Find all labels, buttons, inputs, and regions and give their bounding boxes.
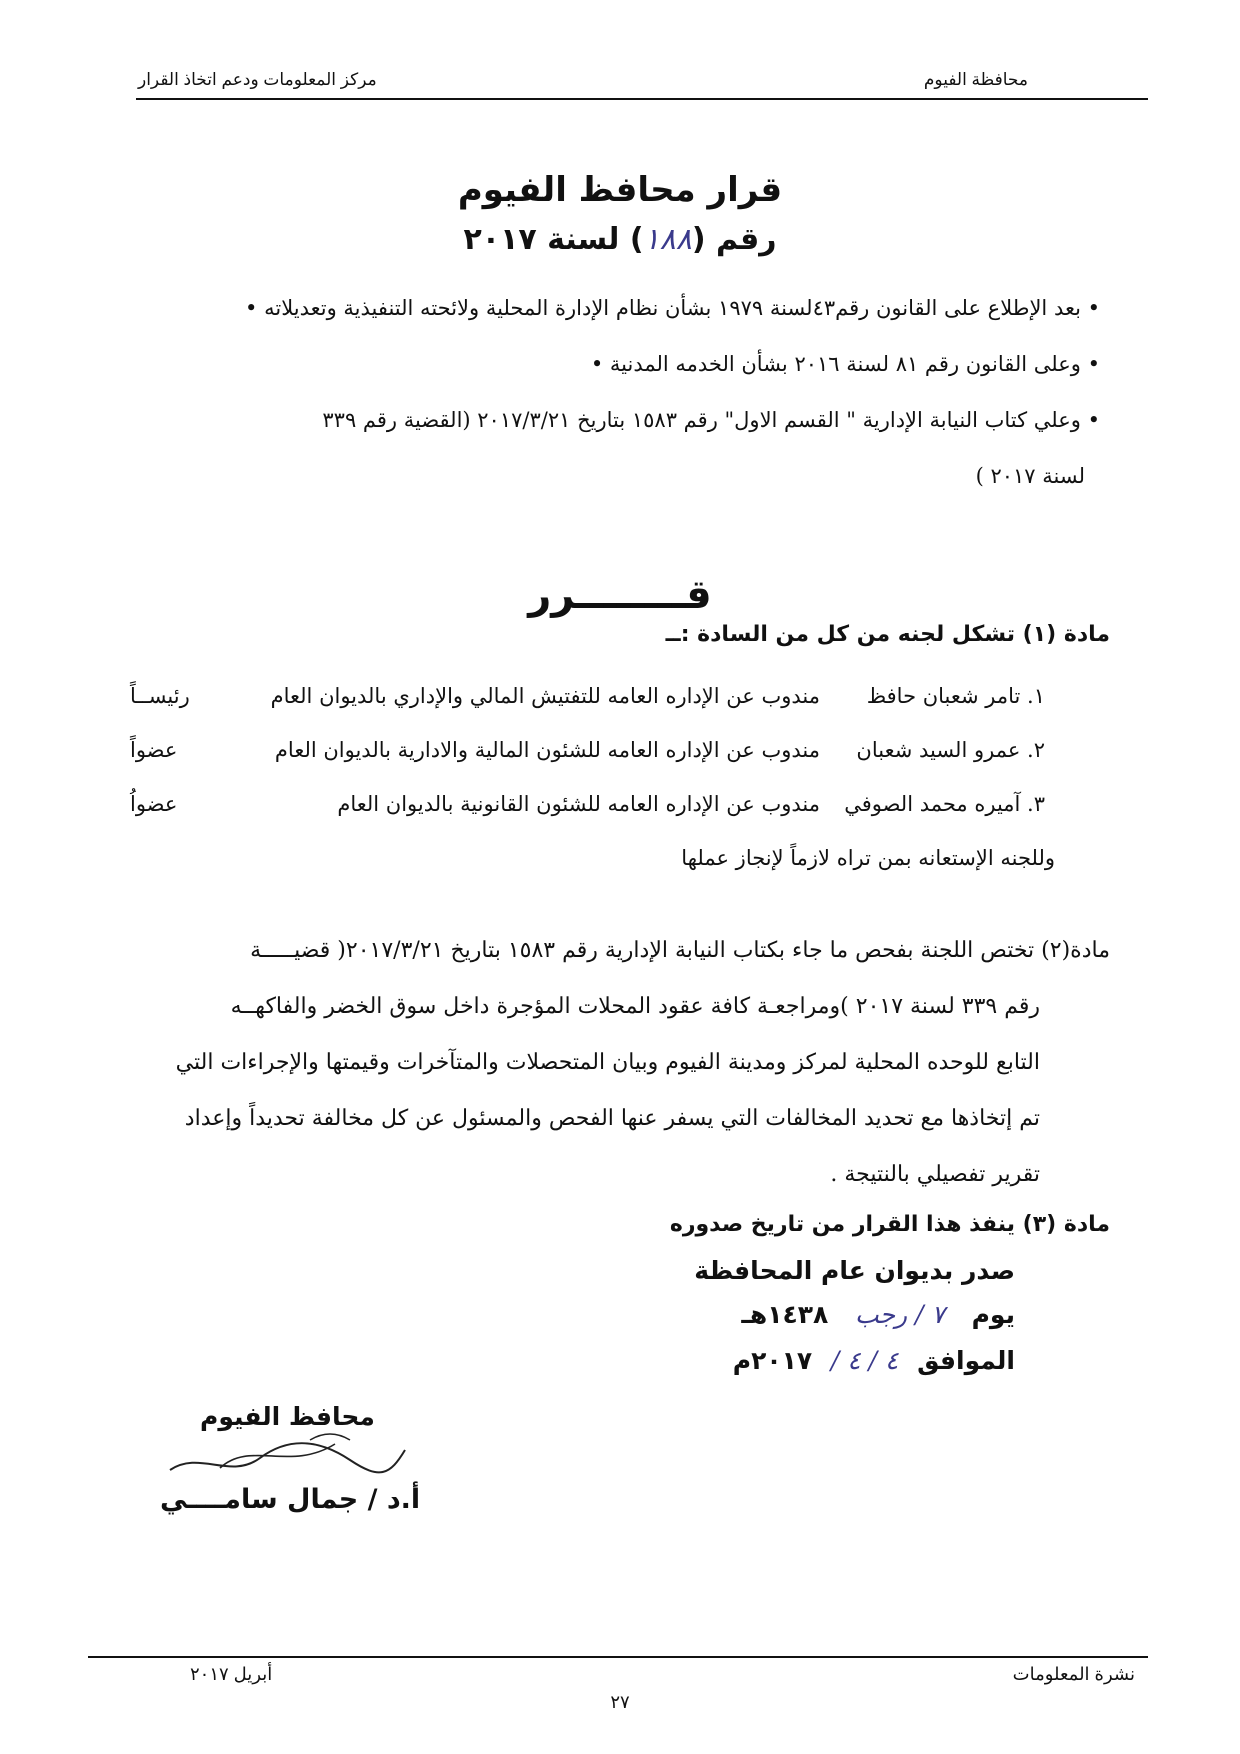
member-position: عضواً xyxy=(130,738,178,762)
day-handwritten: ٧ / رجب xyxy=(855,1300,945,1329)
decree-title: قرار محافظ الفيوم xyxy=(457,170,783,210)
article-2-line: تم إتخاذها مع تحديد المخالفات التي يسفر عنها الفحص والمسئول عن كل مخالفة تحديداً وإعداد xyxy=(184,1106,1040,1131)
page-number: ٢٧ xyxy=(610,1692,630,1712)
member-role: مندوب عن الإداره العامه للتفتيش المالي والإداري بالديوان العام xyxy=(270,684,820,708)
preamble-line: • بعد الإطلاع على القانون رقم٤٣لسنة ١٩٧٩ بشأن نظام الإدارة المحلية ولائحته التنفيذية وتعديلاته • xyxy=(245,296,1100,320)
header-left: مركز المعلومات ودعم اتخاذ القرار xyxy=(138,70,377,89)
article-2-line: التابع للوحده المحلية لمركز ومدينة الفيوم وبيان المتحصلات والمتآخرات وقيمتها والإجراءات التي xyxy=(175,1050,1040,1075)
article-1-closing: وللجنه الإستعانه بمن تراه لازماً لإنجاز عملها xyxy=(681,846,1055,870)
decree-number-suffix: ) لسنة ٢٠١٧ xyxy=(463,222,644,257)
preamble-line: • وعلي كتاب النيابة الإدارية " القسم الاول" رقم ١٥٨٣ بتاريخ ٢٠١٧/٣/٢١ (القضية رقم ٣٣٩ xyxy=(322,408,1100,432)
decree-number-prefix: رقم ( xyxy=(691,222,777,257)
date-handwritten: ٤ / ٤ / xyxy=(830,1346,899,1375)
footer-rule xyxy=(88,1656,1148,1658)
signature-title: محافظ الفيوم xyxy=(200,1402,375,1431)
article-2-line: رقم ٣٣٩ لسنة ٢٠١٧ )ومراجعـة كافة عقود المحلات المؤجرة داخل سوق الخضر والفاكهــه xyxy=(230,994,1040,1019)
member-position: عضواُ xyxy=(130,792,178,816)
header-rule xyxy=(136,98,1148,100)
decree-number-handwritten: ١٨٨ xyxy=(643,222,692,257)
issued-line: صدر بديوان عام المحافظة xyxy=(694,1256,1015,1285)
article-3: مادة (٣) ينفذ هذا القرار من تاريخ صدوره xyxy=(669,1212,1110,1237)
preamble-line: لسنة ٢٠١٧ ) xyxy=(975,464,1085,488)
hijri-year: ١٤٣٨هـ xyxy=(741,1300,829,1329)
issued-date-row xyxy=(733,1346,1015,1375)
greg-year: ٢٠١٧م xyxy=(732,1346,813,1375)
member-name: ٢. عمرو السيد شعبان xyxy=(856,738,1045,762)
footer-left: أبريل ٢٠١٧ xyxy=(190,1664,273,1684)
member-name: ١. تامر شعبان حافظ xyxy=(866,684,1045,708)
corresponding-label: الموافق xyxy=(917,1346,1015,1375)
member-name: ٣. آميره محمد الصوفي xyxy=(844,792,1045,816)
decision-heading: قــــــــرر xyxy=(528,572,712,618)
article-1-intro: مادة (١) تشكل لجنه من كل من السادة :ــ xyxy=(665,622,1110,647)
member-role: مندوب عن الإداره العامه للشئون القانونية بالديوان العام xyxy=(337,792,820,816)
issued-day-row xyxy=(741,1300,1015,1329)
day-label: يوم xyxy=(971,1300,1015,1329)
footer-right: نشرة المعلومات xyxy=(1012,1664,1135,1684)
article-2-line: تقرير تفصيلي بالنتيجة . xyxy=(830,1162,1040,1187)
member-role: مندوب عن الإداره العامه للشئون المالية والادارية بالديوان العام xyxy=(274,738,820,762)
article-2-line: مادة(٢) تختص اللجنة بفحص ما جاء بكتاب النيابة الإدارية رقم ١٥٨٣ بتاريخ ٢٠١٧/٣/٢١( قضيـــــة xyxy=(250,938,1110,963)
signature-scribble-icon xyxy=(160,1420,410,1490)
decree-number xyxy=(0,222,1240,257)
member-position: رئيســاً xyxy=(130,684,190,708)
header-right: محافظة الفيوم xyxy=(923,70,1028,89)
signature-name: أ.د / جمال سامــــي xyxy=(160,1484,421,1515)
preamble-line: • وعلى القانون رقم ٨١ لسنة ٢٠١٦ بشأن الخدمه المدنية • xyxy=(590,352,1100,376)
